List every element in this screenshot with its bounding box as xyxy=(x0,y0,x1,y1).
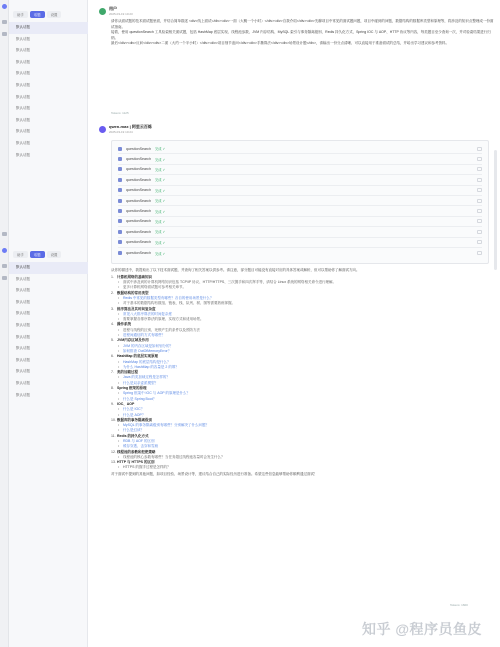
assistant-message-header xyxy=(99,124,152,134)
tool-status: 完成 ✓ xyxy=(154,251,166,256)
tool-status: 完成 ✓ xyxy=(154,219,166,224)
tool-name: questionSearch xyxy=(126,177,151,182)
topic-item[interactable]: 默认话题 xyxy=(16,276,30,281)
topic-item[interactable]: 默认话题 xyxy=(16,311,30,316)
tool-icon xyxy=(118,199,122,203)
answer-section xyxy=(111,418,496,434)
answer-section xyxy=(111,386,496,402)
reference-link[interactable]: 缓存穿透、击穿和雪崩 xyxy=(123,444,158,449)
section-title: 类的加载过程 xyxy=(117,370,138,375)
topic-sidebar xyxy=(9,0,88,647)
section-title: Redis 的持久化方式 xyxy=(117,433,149,438)
assistant-answer xyxy=(111,268,496,477)
answer-section xyxy=(111,291,496,307)
tool-icon xyxy=(118,157,122,161)
tool-status: 完成 ✓ xyxy=(154,157,166,162)
section-title: JVM内存区域及作用 xyxy=(117,338,149,343)
user-message-header xyxy=(99,6,133,16)
section-number: 12. xyxy=(111,449,116,454)
tool-call-row[interactable] xyxy=(118,154,482,164)
section-number: 1. xyxy=(111,274,114,279)
user-paragraph: 接着，使用 questionSearch 工具检索相关面试题，包括 HashMap 底层实现、线程池参数、JVM 内存结构、MySQL 索引与事务隔离级别、Redis 持久化方式、Spring IOC 与 AOP、HTTP 协议等内容，每类题目至少查询一次，并对检索结果进行归纳。 xyxy=(111,30,491,40)
topic-item[interactable]: 默认话题 xyxy=(16,380,30,385)
topic-item[interactable]: 默认话题 xyxy=(16,36,30,41)
section-title: 数据库的事务隔离级别 xyxy=(117,417,152,422)
tool-call-row[interactable] xyxy=(118,165,482,175)
bullet-text: 线程池的核心参数有哪些？当任务超过线程池容量时会发生什么？ xyxy=(123,454,225,459)
tool-icon xyxy=(118,251,122,255)
tool-name: questionSearch xyxy=(126,157,151,162)
section-number: 10. xyxy=(111,417,116,422)
section-number: 7. xyxy=(111,370,114,375)
reference-link[interactable]: 常见八大排序算法的时间复杂度 xyxy=(123,311,172,316)
answer-outro: 对于面试中提到的其他问题，如项目经验、场景设计等，建议结合自己的实际经历进行准备。希望这些信息能够帮助你顺利通过面试！ xyxy=(111,471,318,476)
answer-section xyxy=(111,450,496,461)
tab-1[interactable]: 助手 xyxy=(13,251,28,258)
tool-call-row[interactable] xyxy=(118,238,482,248)
topic-item[interactable]: 默认话题 xyxy=(16,369,30,374)
tool-name: questionSearch xyxy=(126,229,151,234)
tool-call-row[interactable] xyxy=(118,248,482,258)
topic-item[interactable]: 默认话题 xyxy=(16,94,30,99)
tool-calls-panel xyxy=(111,140,489,264)
tool-name: questionSearch xyxy=(126,251,151,256)
bullet-text: 需要掌握各排序算法的原理、实现方式和适用场景。 xyxy=(123,317,204,322)
tool-icon xyxy=(118,240,122,244)
reference-link[interactable]: 进程间通信的方式有哪些？ xyxy=(123,333,165,338)
tool-call-row[interactable] xyxy=(118,144,482,154)
section-title: HashMap 的底层实现原理 xyxy=(117,354,159,359)
tool-icon xyxy=(118,188,122,192)
tool-icon xyxy=(118,167,122,171)
tool-icon xyxy=(118,230,122,234)
tab-3[interactable]: 设置 xyxy=(47,11,62,18)
tool-icon xyxy=(118,178,122,182)
topic-item[interactable]: 默认话题 xyxy=(16,140,30,145)
user-paragraph: 请你从面试题的技术面试题里面，并结合简单描述 <div>线上面试</div><div>一面（大概一个小时）</div><div>自我介绍</div><div>先聊项目中常见的面试题问题，项目中碰到的问题，数据结构的数据库类型和原理等，将涉及的知识点整理成一份面试指南。 xyxy=(111,19,494,29)
tool-call-row[interactable] xyxy=(118,175,482,185)
answer-section xyxy=(111,338,496,354)
chevron-down-icon[interactable] xyxy=(477,178,482,182)
tool-icon xyxy=(118,147,122,151)
reference-link[interactable]: 什么是幻读？ xyxy=(123,428,144,433)
answer-section xyxy=(111,434,496,450)
section-number: 13. xyxy=(111,460,116,465)
bullet-text: 更多计算机网络面试题可参考相关章节。 xyxy=(123,285,186,290)
topic-item[interactable]: 默认话题 xyxy=(16,392,30,397)
tool-status: 完成 ✓ xyxy=(154,230,166,235)
topic-item[interactable]: 默认话题 xyxy=(16,48,30,53)
bullet-text: HTTPS 的握手过程是怎样的？ xyxy=(123,465,171,470)
section-number: 4. xyxy=(111,322,114,327)
reference-link[interactable]: Java 的类加载过程是怎样的？ xyxy=(123,375,170,380)
reference-link[interactable]: 什么是 AOP？ xyxy=(123,412,146,417)
chat-icon[interactable] xyxy=(2,20,7,24)
bullet-text: 进程与线程的区别、死锁产生的条件以及预防方法 xyxy=(123,327,200,332)
tab-1[interactable]: 助手 xyxy=(13,11,28,18)
user-timestamp: 2025-03-19 10:23 xyxy=(109,12,133,16)
chevron-down-icon[interactable] xyxy=(477,167,482,171)
tool-call-row[interactable] xyxy=(118,196,482,206)
answer-intro: 从你的描述中，我提取出了以下技术面试题，并查询了相关答案以供参考。请注意，部分题目可能没有直接对应的具体答案或解析，但可以帮助你了解面试方向。 xyxy=(111,268,360,272)
user-message-body xyxy=(111,19,496,47)
tool-status: 完成 ✓ xyxy=(154,199,166,204)
tool-call-row[interactable] xyxy=(118,206,482,216)
reference-link[interactable]: 如何排查 OutOfMemoryError？ xyxy=(123,348,172,353)
topic-item[interactable]: 默认话题 xyxy=(16,334,30,339)
tool-name: questionSearch xyxy=(126,240,151,245)
settings-icon[interactable] xyxy=(2,232,7,236)
watermark: 知乎 @程序员鱼皮 xyxy=(362,621,483,637)
topic-item[interactable]: 默认话题 xyxy=(16,59,30,64)
topic-item[interactable]: 默认话题 xyxy=(16,288,30,293)
section-title: 排序算法及其时间复杂度 xyxy=(117,306,156,311)
sidebar-tabs xyxy=(9,250,88,258)
chat-area xyxy=(88,0,500,647)
section-title: 操作系统 xyxy=(117,322,131,327)
topic-item[interactable]: 默认话题 xyxy=(16,106,30,111)
tool-name: questionSearch xyxy=(126,209,151,214)
history-icon[interactable] xyxy=(2,32,7,36)
section-number: 11. xyxy=(111,433,116,438)
tool-name: questionSearch xyxy=(126,198,151,203)
section-title: Spring 框架的原理 xyxy=(117,386,147,391)
reference-link[interactable]: JVM 的内存区域是如何划分的？ xyxy=(123,343,173,348)
user-paragraph: 最后</div><div>反问</div><div>二面（大约一个半小时）</div><div>项目细节追问</div><div>手撕算法</div><div>场景设计题</div>，请输出一份分点清晰、可以直接用于准备面试的总结，并给出学习建议和参考资料。 xyxy=(111,41,450,45)
topic-item[interactable]: 默认话题 xyxy=(16,117,30,122)
topic-item[interactable]: 默认话题 xyxy=(9,22,88,34)
section-title: IOC、AOP xyxy=(117,401,135,406)
reference-link[interactable]: HashMap 的底层结构是什么？ xyxy=(123,359,171,364)
tool-call-row[interactable] xyxy=(118,217,482,227)
topic-list xyxy=(9,262,88,401)
section-number: 2. xyxy=(111,290,114,295)
tool-name: questionSearch xyxy=(126,146,151,151)
tool-status: 完成 ✓ xyxy=(154,240,166,245)
sidebar-top xyxy=(9,10,88,161)
reference-link[interactable]: Redis 中常见的数据类型有哪些？各自的使用场景是什么？ xyxy=(123,295,214,300)
tool-call-row[interactable] xyxy=(118,227,482,237)
chevron-down-icon[interactable] xyxy=(477,188,482,192)
section-title: 数据结构的常用类型 xyxy=(117,290,149,295)
reference-link[interactable]: MySQL 的事务隔离级别有哪些？分别解决了什么问题？ xyxy=(123,423,210,428)
topic-item[interactable]: 默认话题 xyxy=(16,346,30,351)
app-icon-rail xyxy=(0,0,9,647)
chevron-down-icon[interactable] xyxy=(477,157,482,161)
tool-name: questionSearch xyxy=(126,219,151,224)
assistant-avatar xyxy=(99,126,106,133)
user-token-count: Tokens: 1125 xyxy=(111,111,129,115)
reference-link[interactable]: RDB 与 AOF 的区别 xyxy=(123,439,155,443)
assistant-timestamp: 2025-03-19 10:24 xyxy=(109,130,133,134)
sidebar-bottom xyxy=(9,250,88,401)
bullet-text: 面试中涉及到的计算机网络知识包括 TCP/IP 协议、HTTP/HTTPS、三次握手和四次挥手等，请结合 Linux 系统的网络相关命令进行理解。 xyxy=(123,280,337,285)
answer-section xyxy=(111,402,496,418)
topic-item[interactable]: 默认话题 xyxy=(16,299,30,304)
answer-section xyxy=(111,275,496,291)
chevron-down-icon[interactable] xyxy=(477,251,482,255)
topic-item[interactable]: 默认话题 xyxy=(16,129,30,134)
answer-section xyxy=(111,307,496,323)
tool-name: questionSearch xyxy=(126,188,151,193)
answer-section xyxy=(111,354,496,370)
topic-item[interactable]: 默认话题 xyxy=(16,357,30,362)
user-avatar xyxy=(99,8,106,15)
tool-icon xyxy=(118,209,122,213)
tab-2[interactable]: 话题 xyxy=(30,251,45,258)
tool-status: 完成 ✓ xyxy=(154,209,166,214)
chevron-down-icon[interactable] xyxy=(477,209,482,213)
section-number: 6. xyxy=(111,354,114,359)
app-logo-icon[interactable] xyxy=(2,248,7,253)
tool-call-row[interactable] xyxy=(118,186,482,196)
assistant-token-count: Tokens: 1600 xyxy=(450,603,468,607)
scrollbar[interactable] xyxy=(494,150,497,270)
section-title: 线程池的参数和拒绝策略 xyxy=(117,449,156,454)
chat-icon[interactable] xyxy=(2,264,7,268)
tool-status: 完成 ✓ xyxy=(154,147,166,152)
section-number: 3. xyxy=(111,306,114,311)
chevron-down-icon[interactable] xyxy=(477,199,482,203)
topic-item[interactable]: 默认话题 xyxy=(16,322,30,327)
answer-section xyxy=(111,322,496,338)
chevron-down-icon[interactable] xyxy=(477,230,482,234)
topic-list xyxy=(9,22,88,161)
user-name: 用户 xyxy=(109,6,117,11)
topic-item[interactable]: 默认话题 xyxy=(16,82,30,87)
app-logo-icon[interactable] xyxy=(2,4,7,9)
chevron-down-icon[interactable] xyxy=(477,147,482,151)
reference-link[interactable]: 什么是 IOC？ xyxy=(123,407,145,412)
sidebar-tabs xyxy=(9,10,88,18)
bullet-text: 对于基本的数据结构有数组、链表、栈、队列、树、图等需要熟练掌握。 xyxy=(123,301,235,306)
tab-2[interactable]: 话题 xyxy=(30,11,45,18)
history-icon[interactable] xyxy=(2,276,7,280)
tool-status: 完成 ✓ xyxy=(154,178,166,183)
chevron-down-icon[interactable] xyxy=(477,240,482,244)
tool-status: 完成 ✓ xyxy=(154,188,166,193)
topic-item[interactable]: 默认话题 xyxy=(16,71,30,76)
section-title: HTTP 与 HTTPS 的区别 xyxy=(117,460,155,465)
reference-link[interactable]: 什么是双亲委派模型？ xyxy=(123,380,158,385)
section-number: 9. xyxy=(111,401,114,406)
answer-section xyxy=(111,460,496,471)
reference-link[interactable]: Spring 框架中 IOC 与 AOP 的原理是什么？ xyxy=(123,391,191,396)
tab-3[interactable]: 设置 xyxy=(47,251,62,258)
model-name: qwen-max | 阿里云百炼 xyxy=(109,124,152,129)
section-title: 计算机网络的基础知识 xyxy=(117,274,152,279)
topic-item[interactable]: 默认话题 xyxy=(9,262,88,274)
tool-icon xyxy=(118,219,122,223)
reference-link[interactable]: 什么是 Spring Boot？ xyxy=(123,396,157,401)
chevron-down-icon[interactable] xyxy=(477,219,482,223)
section-bullet xyxy=(117,465,496,470)
tool-name: questionSearch xyxy=(126,167,151,172)
topic-item[interactable]: 默认话题 xyxy=(16,152,30,157)
answer-section xyxy=(111,370,496,386)
reference-link[interactable]: 为什么 HashMap 的容量是 2 的幂？ xyxy=(123,364,179,369)
tool-status: 完成 ✓ xyxy=(154,167,166,172)
section-number: 8. xyxy=(111,386,114,391)
section-number: 5. xyxy=(111,338,114,343)
